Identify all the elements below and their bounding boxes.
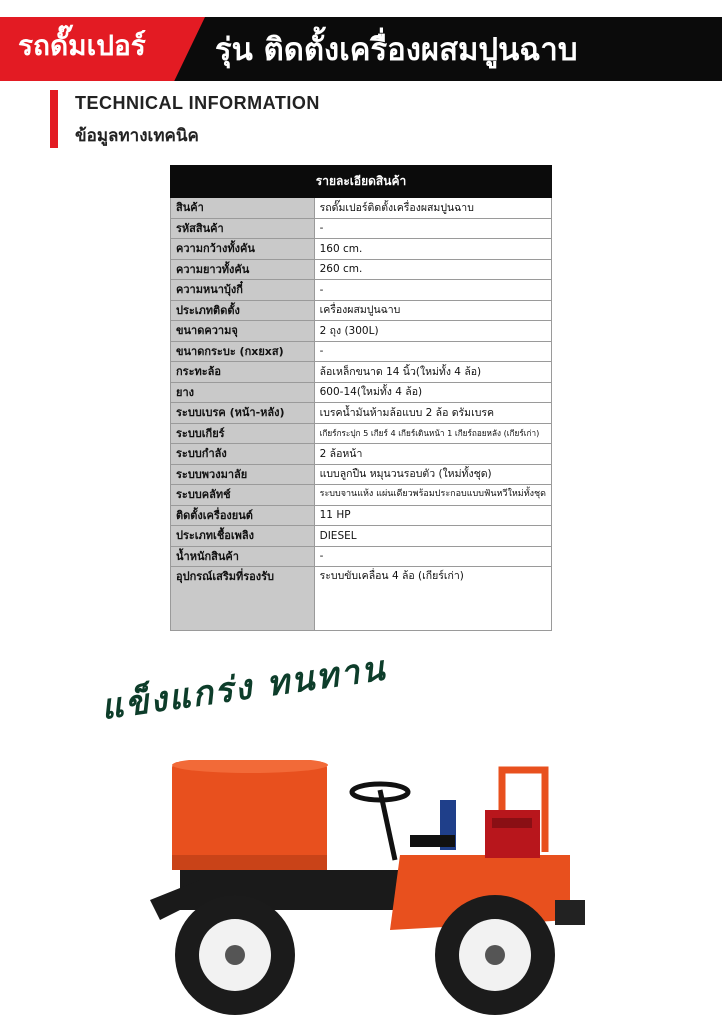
row-label: ประเภทติดตั้ง [171, 300, 315, 321]
table-row [171, 423, 552, 444]
row-value: 11 HP [314, 505, 551, 526]
table-row [171, 198, 552, 219]
row-value: แบบลูกปืน หมุนวนรอบตัว (ใหม่ทั้งชุด) [314, 464, 551, 485]
row-value: 2 ถุง (300L) [314, 321, 551, 342]
row-label: ระบบเกียร์ [171, 423, 315, 444]
row-label: ขนาดความจุ [171, 321, 315, 342]
table-row [171, 239, 552, 260]
row-value: 2 ล้อหน้า [314, 444, 551, 465]
row-label: กระทะล้อ [171, 362, 315, 383]
table-row [171, 362, 552, 383]
section-title-en: TECHNICAL INFORMATION [75, 93, 320, 113]
section-accent-bar [50, 90, 58, 148]
row-value: ระบบจานแห้ง แผ่นเดียวพร้อมประกอบแบบฟันหวีใหม่ทั้งชุด [314, 485, 551, 506]
spec-table [170, 165, 552, 631]
row-value: เบรคน้ำมันห้ามล้อแบบ 2 ล้อ ดรัมเบรค [314, 403, 551, 424]
header-model: รุ่น ติดตั้งเครื่องผสมปูนฉาบ [215, 32, 578, 68]
row-value: 600-14(ใหม่ทั้ง 4 ล้อ) [314, 382, 551, 403]
row-label: ประเภทเชื้อเพลิง [171, 526, 315, 547]
row-label: รหัสสินค้า [171, 218, 315, 239]
row-value: 260 cm. [314, 259, 551, 280]
table-row [171, 382, 552, 403]
spec-table-heading: รายละเอียดสินค้า [171, 166, 552, 198]
table-row [171, 546, 552, 567]
row-label: สินค้า [171, 198, 315, 219]
row-label: ระบบพวงมาลัย [171, 464, 315, 485]
table-row [171, 505, 552, 526]
row-value: ระบบขับเคลื่อน 4 ล้อ (เกียร์เก่า) [314, 567, 551, 631]
row-label: ติดตั้งเครื่องยนต์ [171, 505, 315, 526]
row-value: เกียร์กระปุก 5 เกียร์ 4 เกียร์เดินหน้า 1 เกียร์ถอยหลัง (เกียร์เก่า) [314, 423, 551, 444]
row-value: ล้อเหล็กขนาด 14 นิ้ว(ใหม่ทั้ง 4 ล้อ) [314, 362, 551, 383]
slogan: แข็งแกร่ง ทนทาน [98, 648, 389, 729]
row-label: ระบบคลัทช์ [171, 485, 315, 506]
section-title-th: ข้อมูลทางเทคนิค [75, 126, 199, 146]
table-row [171, 259, 552, 280]
table-row [171, 321, 552, 342]
row-value: - [314, 341, 551, 362]
table-row [171, 567, 552, 631]
row-value: - [314, 546, 551, 567]
row-value: - [314, 218, 551, 239]
table-row [171, 526, 552, 547]
header-brand: รถดั๊มเปอร์ [18, 29, 146, 62]
table-row [171, 444, 552, 465]
row-label: น้ำหนักสินค้า [171, 546, 315, 567]
table-row [171, 300, 552, 321]
table-row [171, 280, 552, 301]
row-value: DIESEL [314, 526, 551, 547]
row-value: เครื่องผสมปูนฉาบ [314, 300, 551, 321]
row-label: ความหนาบุ้งกี๋ [171, 280, 315, 301]
table-row [171, 341, 552, 362]
table-row [171, 485, 552, 506]
table-row [171, 403, 552, 424]
row-label: อุปกรณ์เสริมที่รองรับ [171, 567, 315, 631]
row-label: ขนาดกระบะ (กxยxส) [171, 341, 315, 362]
row-label: ระบบกำลัง [171, 444, 315, 465]
row-label: ระบบเบรค (หน้า-หลัง) [171, 403, 315, 424]
row-label: ความยาวทั้งคัน [171, 259, 315, 280]
table-row [171, 464, 552, 485]
row-value: - [314, 280, 551, 301]
row-label: ความกว้างทั้งคัน [171, 239, 315, 260]
table-row [171, 218, 552, 239]
row-value: 160 cm. [314, 239, 551, 260]
dumper-mixer-illustration [140, 760, 590, 1020]
row-label: ยาง [171, 382, 315, 403]
row-value: รถดั๊มเปอร์ติดตั้งเครื่องผสมปูนฉาบ [314, 198, 551, 219]
